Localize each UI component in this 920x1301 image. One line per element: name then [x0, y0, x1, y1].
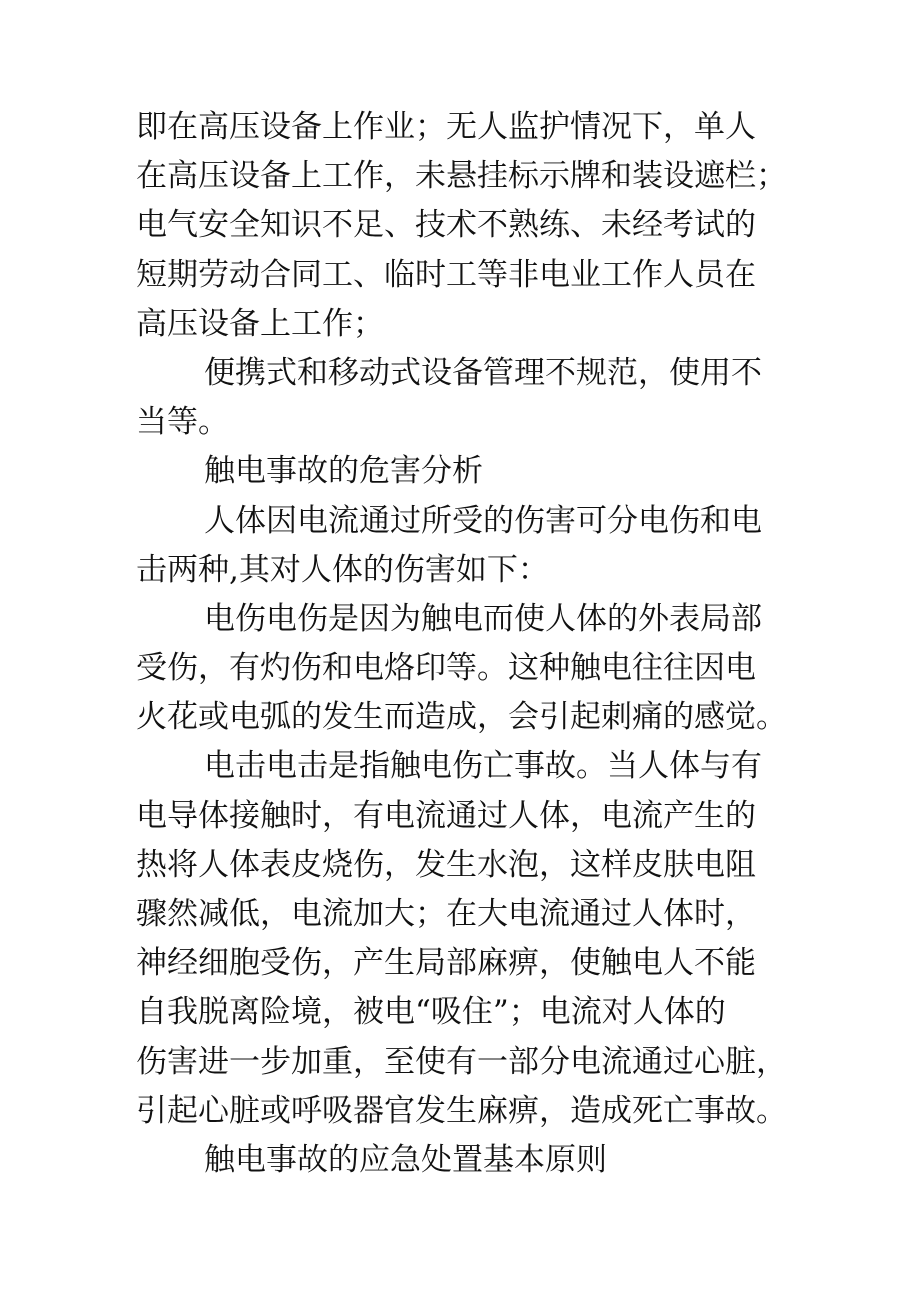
text-line: 受伤，有灼伤和电烙印等。这种触电往往因电 [136, 650, 756, 687]
text-line: 便携式和移动式设备管理不规范，使用不 [204, 354, 762, 391]
text-line: 触电事故的应急处置基本原则 [204, 1141, 607, 1178]
paragraph-portable-equipment [136, 349, 792, 447]
text-line: 在高压设备上工作，未悬挂标示牌和装设遮栏； [136, 158, 787, 195]
text-line: 人体因电流通过所受的伤害可分电伤和电 [204, 502, 762, 539]
text-line: 触电事故的危害分析 [204, 453, 483, 490]
paragraph-electrical-injury [136, 595, 792, 743]
text-line: 热将人体表皮烧伤，发生水泡，这样皮肤电阻 [136, 846, 756, 883]
text-line: 引起心脏或呼吸器官发生麻痹，造成死亡事故。 [136, 1092, 787, 1129]
text-line: 高压设备上工作； [136, 305, 384, 342]
section-heading-hazard-analysis [136, 447, 792, 496]
text-line: 当等。 [136, 404, 229, 441]
text-line: 电气安全知识不足、技术不熟练、未经考试的 [136, 207, 756, 244]
text-line: 电击电击是指触电伤亡事故。当人体与有 [204, 748, 762, 785]
text-line: 伤害进一步加重，至使有一部分电流通过心脏， [136, 1043, 787, 1080]
text-line: 击两种,其对人体的伤害如下： [136, 551, 549, 588]
text-line: 即在高压设备上作业；无人监护情况下，单人 [136, 109, 756, 145]
text-line: 电导体接触时，有电流通过人体，电流产生的 [136, 797, 756, 834]
document-body [136, 103, 792, 1185]
text-line: 电伤电伤是因为触电而使人体的外表局部 [204, 600, 762, 637]
text-line: 自我脱离险境，被电“吸住”；电流对人体的 [136, 994, 726, 1031]
paragraph-high-voltage-violations [136, 103, 792, 349]
text-line: 短期劳动合同工、临时工等非电业工作人员在 [136, 256, 756, 293]
paragraph-injury-types [136, 497, 792, 595]
paragraph-electric-shock [136, 742, 792, 1136]
text-line: 火花或电弧的发生而造成，会引起刺痛的感觉。 [136, 699, 787, 736]
text-line: 神经细胞受伤，产生局部麻痹，使触电人不能 [136, 945, 756, 982]
section-heading-emergency-principles [136, 1136, 792, 1185]
text-line: 骤然减低，电流加大；在大电流通过人体时， [136, 896, 756, 932]
